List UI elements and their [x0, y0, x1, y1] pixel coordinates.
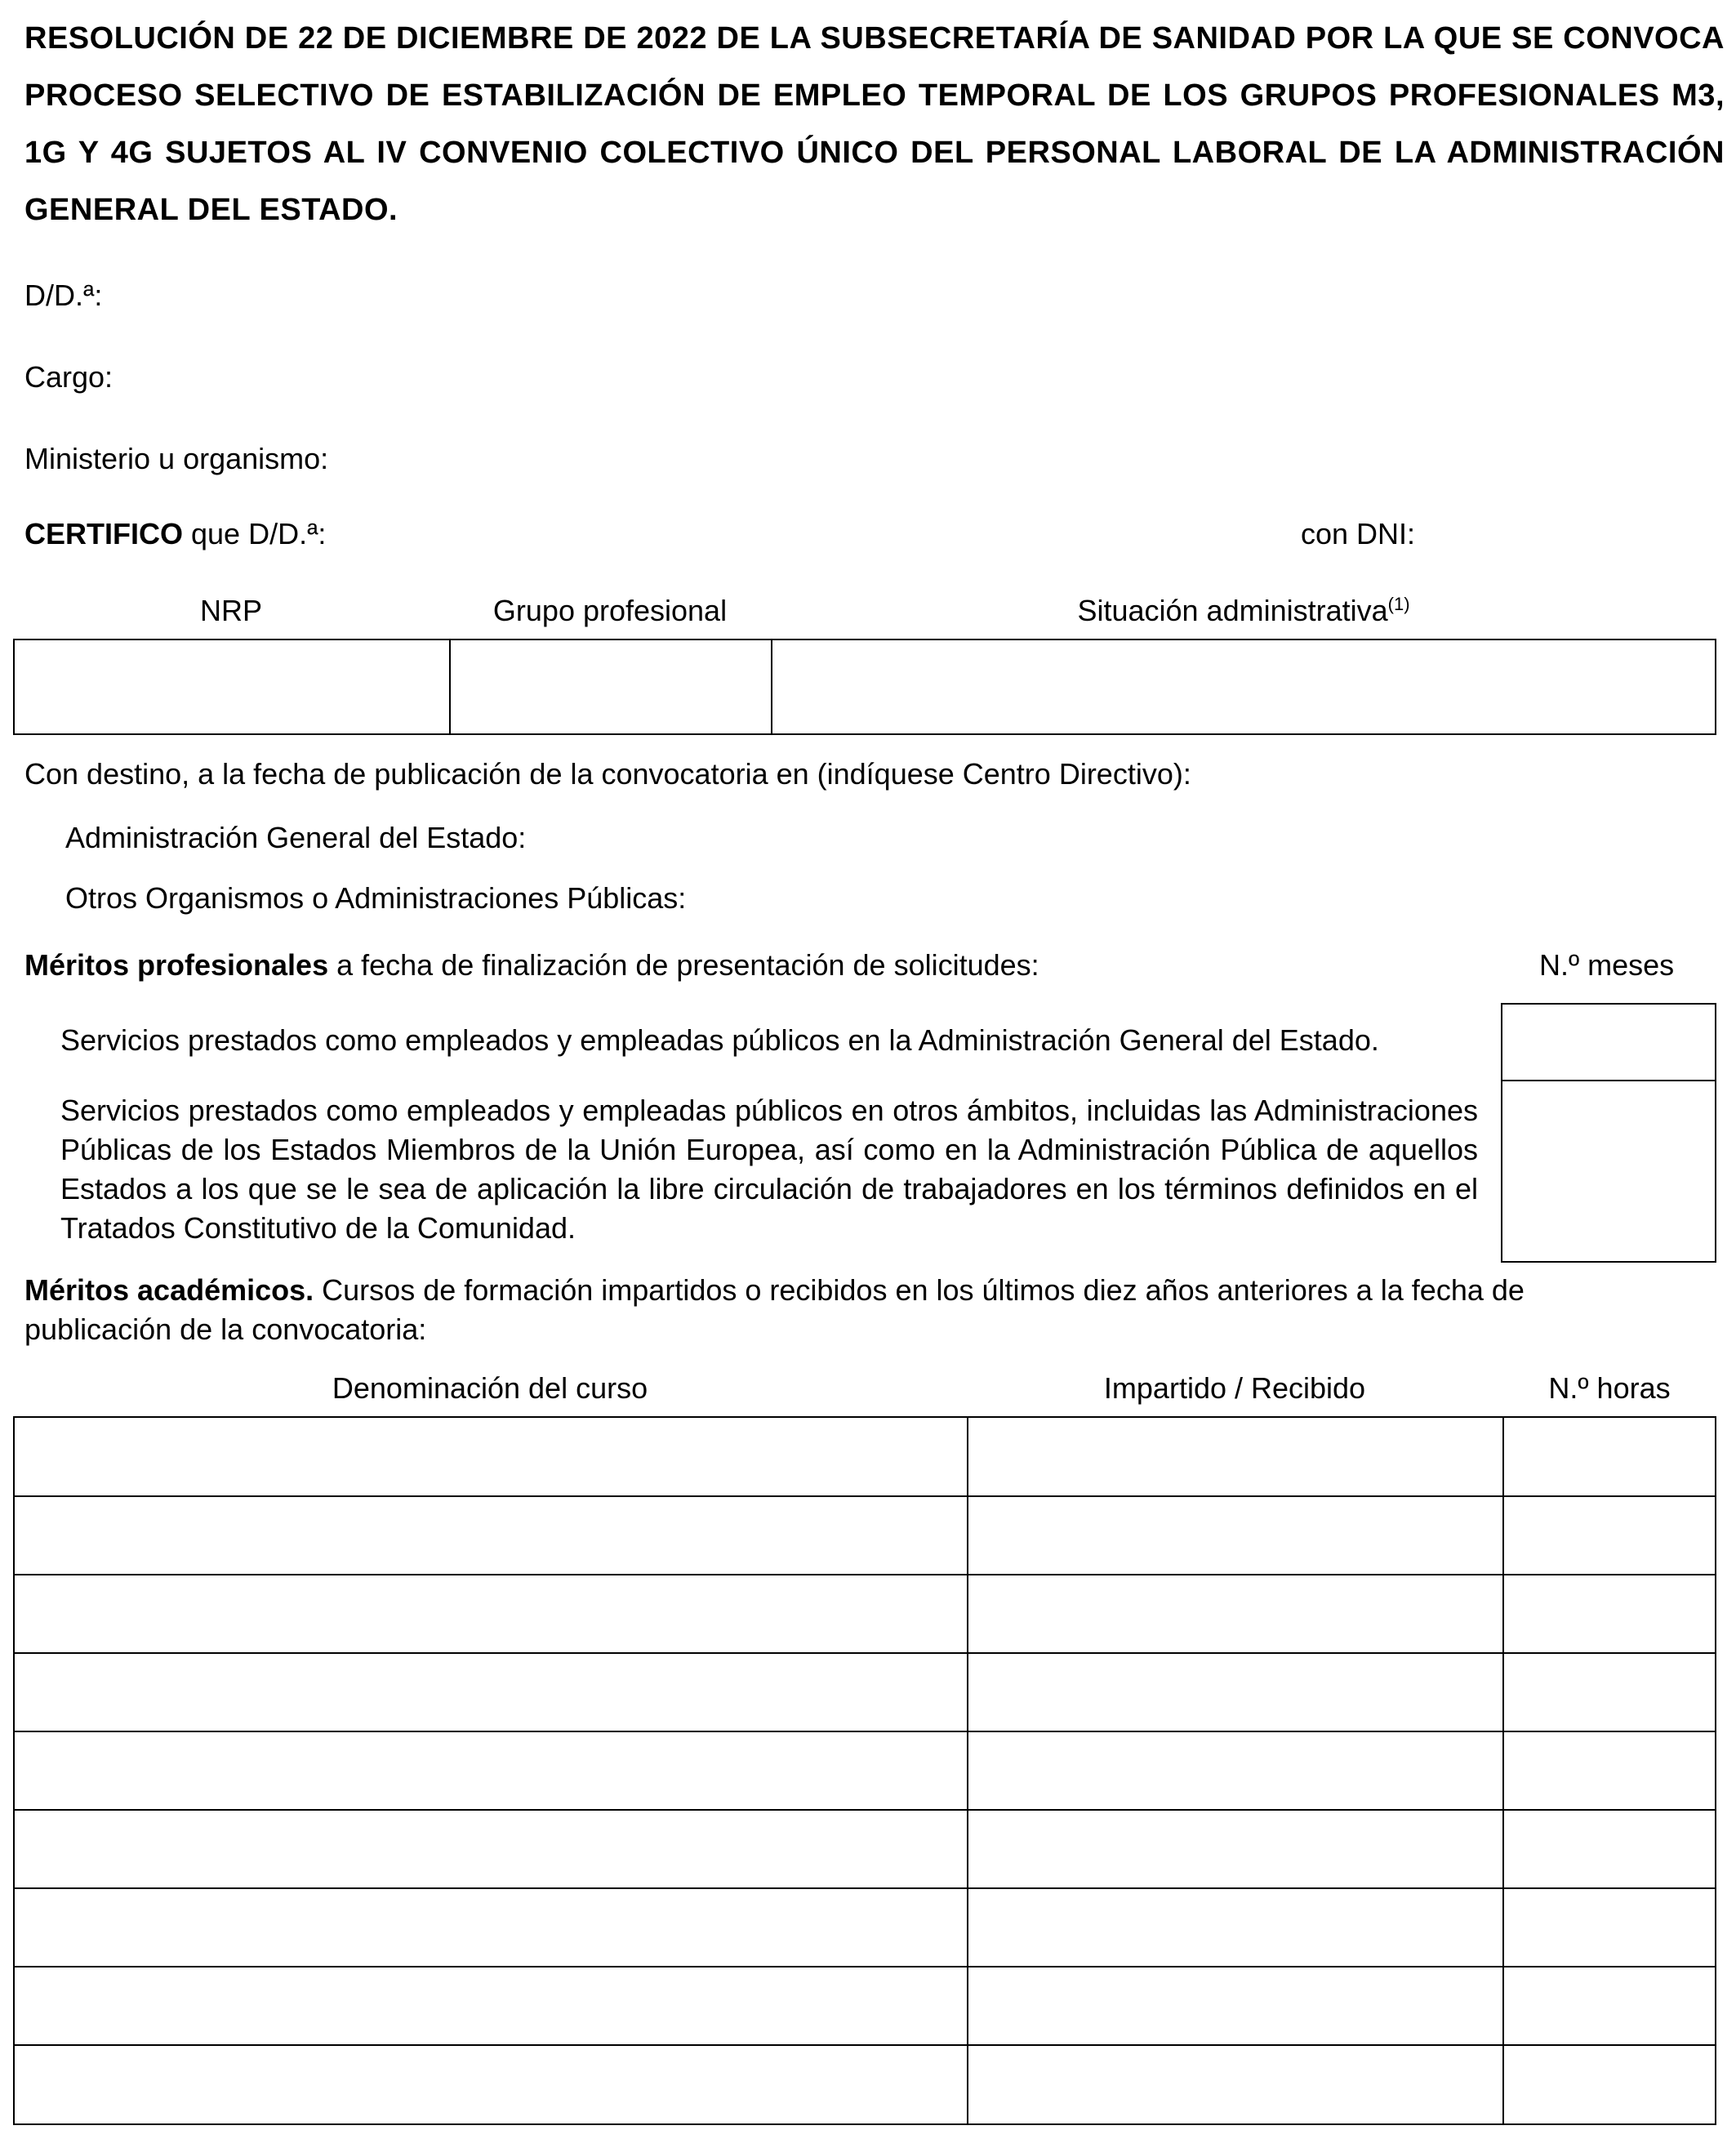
certifico-line — [24, 516, 326, 552]
dd-label: D/D.ª: — [24, 279, 103, 312]
months-cell-otros[interactable] — [1502, 1081, 1715, 1261]
curso-header: Denominación del curso — [332, 1371, 648, 1405]
grupo-header: Grupo profesional — [492, 594, 728, 627]
footnote-mark: (1) — [1387, 594, 1410, 614]
course-hours-cell[interactable] — [1504, 1654, 1715, 1731]
impartido-header: Impartido / Recibido — [1103, 1371, 1366, 1405]
course-mode-cell[interactable] — [968, 1811, 1502, 1887]
meritos-profesionales-rest: a fecha de finalización de presentación de solicitudes: — [328, 948, 1039, 982]
merit-item-age: Servicios prestados como empleados y empleadas públicos en la Administración General del Estado. — [60, 1023, 1379, 1057]
months-cell-age[interactable] — [1502, 1005, 1715, 1078]
situacion-header-text: Situación administrativa — [1077, 594, 1388, 627]
course-mode-cell[interactable] — [968, 2046, 1502, 2123]
course-mode-cell[interactable] — [968, 1419, 1502, 1495]
course-hours-cell[interactable] — [1504, 1732, 1715, 1809]
course-hours-cell[interactable] — [1504, 1967, 1715, 2044]
course-name-cell[interactable] — [15, 1889, 967, 1966]
course-name-cell[interactable] — [15, 1419, 967, 1495]
meritos-profesionales-bold: Méritos profesionales — [24, 948, 329, 982]
situacion-cell[interactable] — [772, 640, 1715, 733]
horas-header: N.º horas — [1548, 1371, 1671, 1405]
nrp-header: NRP — [199, 594, 262, 627]
meritos-academicos-text — [24, 1271, 1576, 1349]
document-title: RESOLUCIÓN DE 22 DE DICIEMBRE DE 2022 DE LA SUBSECRETARÍA DE SANIDAD POR LA QUE SE CONVOCA PROCESO SELECTIVO DE ESTABILIZACIÓN DE EMPLEO TEMPORAL DE LOS GRUPOS PROFESIONALES M3, 1G Y 4G SUJETOS AL IV CONVENIO COLECTIVO ÚNICO DEL PERSONAL LABORAL DE LA ADMINISTRACIÓN GENERAL DEL ESTADO. — [24, 21, 1725, 227]
certifico-rest: que D/D.ª: — [183, 517, 327, 550]
course-mode-cell[interactable] — [968, 1967, 1502, 2044]
meritos-academicos-rest: Cursos de formación impartidos o recibidos en los últimos diez años anteriores a la fecha de publicación de la convocatoria: — [24, 1273, 1525, 1346]
dni-label: con DNI: — [1301, 517, 1416, 550]
situacion-header — [771, 593, 1716, 629]
meritos-profesionales-heading — [24, 947, 1039, 983]
cargo-label: Cargo: — [24, 360, 114, 394]
course-name-cell[interactable] — [15, 1497, 967, 1574]
otros-label: Otros Organismos o Administraciones Públicas: — [65, 881, 687, 915]
course-mode-cell[interactable] — [968, 1497, 1502, 1574]
course-mode-cell[interactable] — [968, 1889, 1502, 1966]
course-name-cell[interactable] — [15, 1575, 967, 1652]
course-mode-cell[interactable] — [968, 1654, 1502, 1731]
course-name-cell[interactable] — [15, 1654, 967, 1731]
course-hours-cell[interactable] — [1504, 1889, 1715, 1966]
merit-item-otros: Servicios prestados como empleados y empleadas públicos en otros ámbitos, incluidas las Administraciones Públicas de los Estados Miembros de la Unión Europea, así como en la Administración Pública de aquellos Estados a los que se le sea de aplicación la libre circulación de trabajadores en los términos definidos en el Tratados Constitutivo de la Comunidad. — [60, 1094, 1478, 1245]
nrp-cell[interactable] — [15, 640, 447, 733]
course-hours-cell[interactable] — [1504, 1811, 1715, 1887]
course-name-cell[interactable] — [15, 1811, 967, 1887]
course-name-cell[interactable] — [15, 1732, 967, 1809]
course-hours-cell[interactable] — [1504, 1497, 1715, 1574]
course-name-cell[interactable] — [15, 1967, 967, 2044]
months-header: N.º meses — [1539, 948, 1675, 982]
course-table — [13, 1416, 1716, 2125]
age-label: Administración General del Estado: — [65, 821, 527, 854]
destino-intro: Con destino, a la fecha de publicación de la convocatoria en (indíquese Centro Directivo): — [24, 757, 1191, 791]
ministerio-label: Ministerio u organismo: — [24, 442, 329, 475]
course-hours-cell[interactable] — [1504, 2046, 1715, 2123]
course-hours-cell[interactable] — [1504, 1419, 1715, 1495]
certifico-bold: CERTIFICO — [24, 517, 183, 550]
course-mode-cell[interactable] — [968, 1575, 1502, 1652]
course-name-cell[interactable] — [15, 2046, 967, 2123]
course-mode-cell[interactable] — [968, 1732, 1502, 1809]
course-hours-cell[interactable] — [1504, 1575, 1715, 1652]
grupo-cell[interactable] — [451, 640, 771, 733]
meritos-academicos-bold: Méritos académicos. — [24, 1273, 314, 1307]
